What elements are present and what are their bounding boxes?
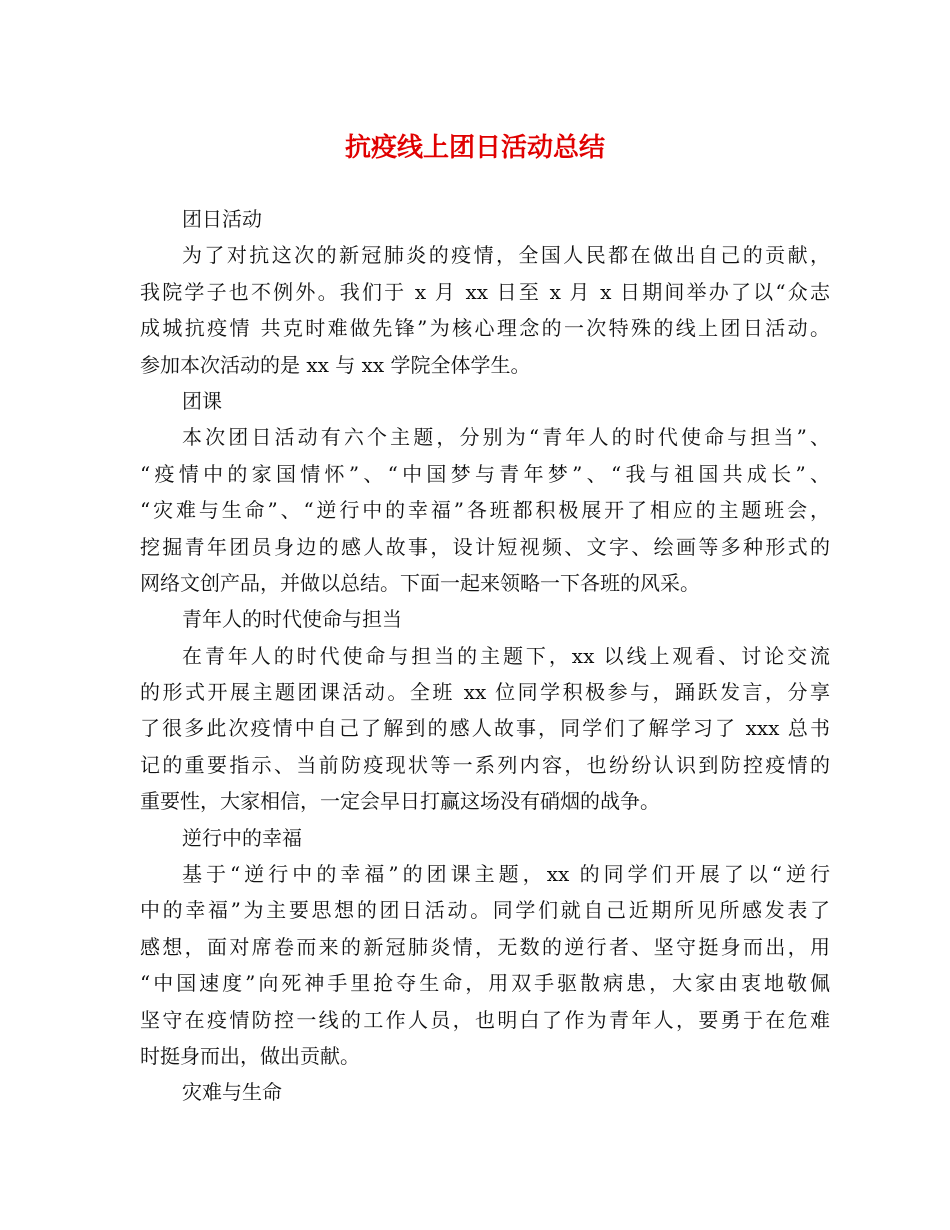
section-heading-nixing-xingfu: 逆行中的幸福 [182, 825, 302, 850]
paragraph-line: 成城抗疫情 共克时难做先锋”为核心理念的一次特殊的线上团日活动。 [140, 316, 830, 341]
paragraph-line: 网络文创产品，并做以总结。下面一起来领略一下各班的风采。 [140, 570, 700, 595]
document-body [140, 201, 830, 1111]
paragraph-line: 的形式开展主题团课活动。全班 xx 位同学积极参与，踊跃发言，分享 [140, 680, 830, 705]
paragraph-line: 了很多此次疫情中自己了解到的感人故事，同学们了解学习了 xxx 总书 [140, 716, 830, 741]
paragraph-line: “灾难与生命”、“逆行中的幸福”各班都积极展开了相应的主题班会， [140, 498, 830, 523]
paragraph-line: “中国速度”向死神手里抢夺生命，用双手驱散病患，大家由衷地敬佩 [140, 971, 830, 996]
paragraph-line: 参加本次活动的是 xx 与 xx 学院全体学生。 [140, 352, 531, 377]
paragraph-line: 中的幸福”为主要思想的团日活动。同学们就自己近期所见所感发表了 [140, 898, 830, 923]
section-heading-zainan-shengming: 灾难与生命 [182, 1080, 282, 1105]
paragraph-line: 记的重要指示、当前防疫现状等一系列内容，也纷纷认识到防控疫情的 [140, 752, 830, 777]
paragraph-line: 在青年人的时代使命与担当的主题下，xx 以线上观看、讨论交流 [182, 643, 830, 668]
paragraph-line: 时挺身而出，做出贡献。 [140, 1043, 360, 1068]
paragraph-line: 为了对抗这次的新冠肺炎的疫情，全国人民都在做出自己的贡献， [182, 243, 830, 268]
section-heading-tuanke: 团课 [182, 388, 222, 413]
paragraph-line: 挖掘青年团员身边的感人故事，设计短视频、文字、绘画等多种形式的 [140, 534, 830, 559]
paragraph-line: 坚守在疫情防控一线的工作人员，也明白了作为青年人，要勇于在危难 [140, 1007, 830, 1032]
paragraph-line: 我院学子也不例外。我们于 x 月 xx 日至 x 月 x 日期间举办了以“众志 [140, 279, 830, 304]
paragraph-line: 重要性，大家相信，一定会早日打赢这场没有硝烟的战争。 [140, 789, 660, 814]
section-heading-shidai-shiming: 青年人的时代使命与担当 [182, 607, 402, 632]
paragraph-line: 本次团日活动有六个主题，分别为“青年人的时代使命与担当”、 [182, 425, 830, 450]
paragraph-line: “疫情中的家国情怀”、“中国梦与青年梦”、“我与祖国共成长”、 [140, 461, 830, 486]
section-heading-tuanri: 团日活动 [182, 207, 262, 231]
paragraph-line: 基于“逆行中的幸福”的团课主题，xx 的同学们开展了以“逆行 [182, 862, 830, 887]
document-title: 抗疫线上团日活动总结 [344, 133, 605, 163]
paragraph-line: 感想，面对席卷而来的新冠肺炎情，无数的逆行者、坚守挺身而出，用 [140, 934, 830, 959]
